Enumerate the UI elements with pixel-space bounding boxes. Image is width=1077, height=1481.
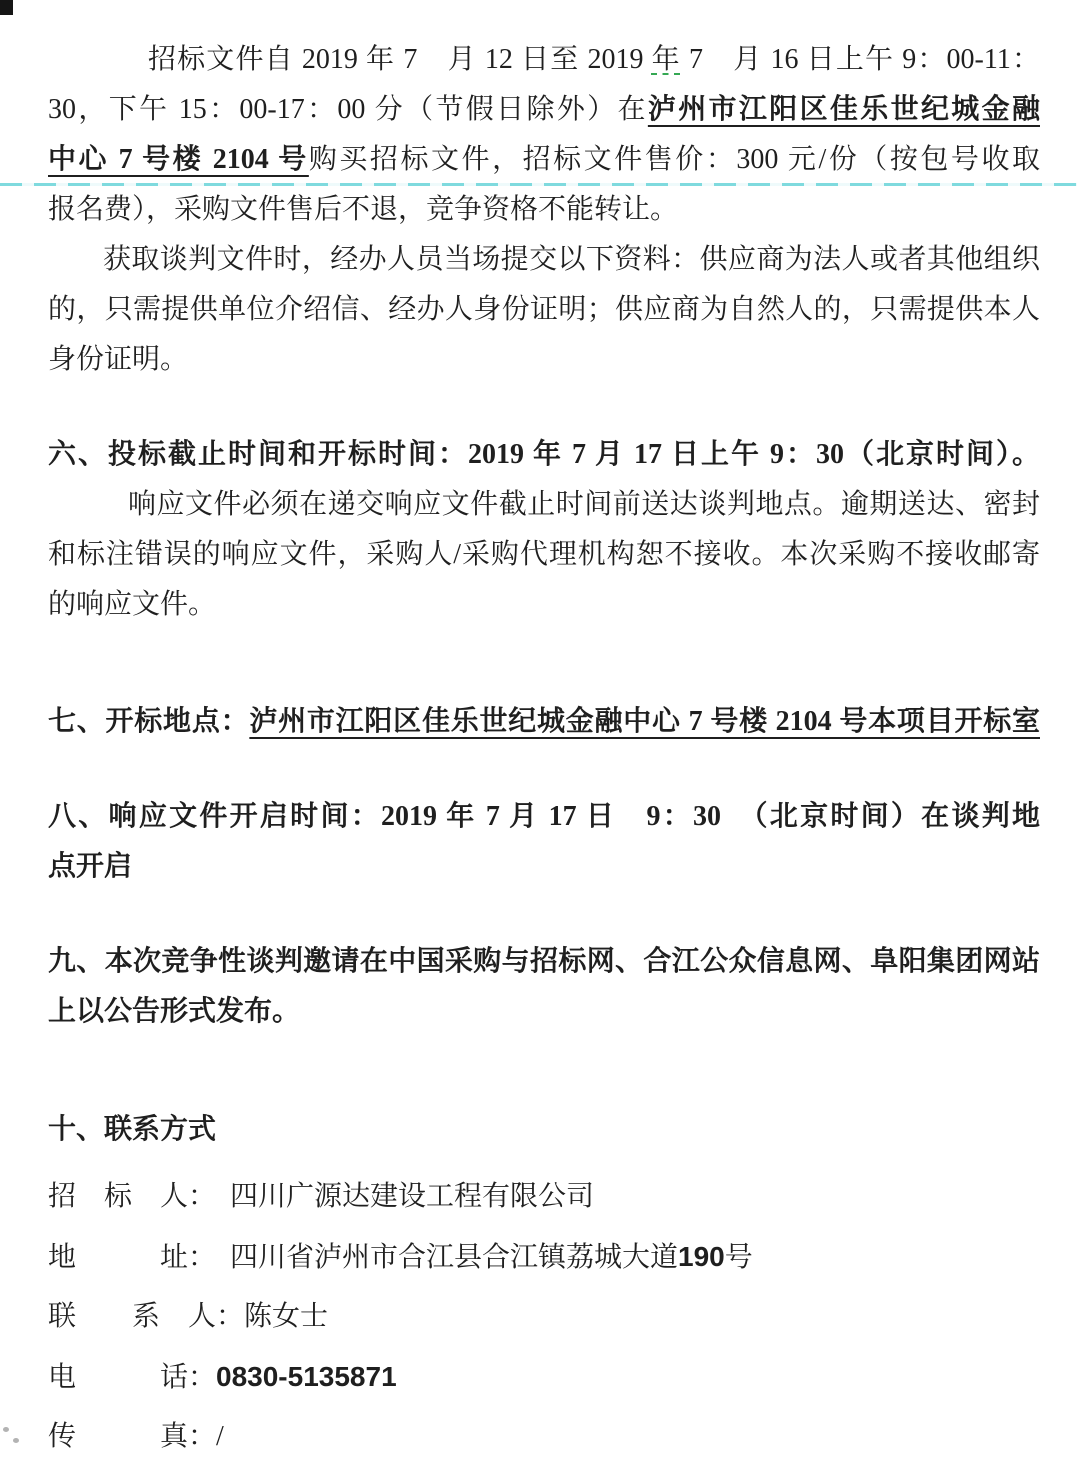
section-10-contact-heading bbox=[48, 1105, 1040, 1155]
text-segment: 购买招标文件，招标文件售价：300 元/份（按包号收取 bbox=[308, 144, 1040, 175]
underlined-text: 泸州市江阳区佳乐世纪城金融 bbox=[647, 94, 1040, 125]
para-bid-document-purchase-line bbox=[48, 185, 1040, 235]
underlined-text: 泸州市江阳区佳乐世纪城金融中心 7 号楼 2104 号本项目开标室 bbox=[249, 706, 1040, 737]
text-segment: 七、开标地点： bbox=[48, 706, 250, 737]
para-bid-document-purchase bbox=[48, 35, 1040, 235]
text-segment: 六、投标截止时间和开标时间：2019 年 7 月 17 日上午 9：30（北京时间）。 bbox=[48, 439, 1040, 470]
section-9-announcement-websites bbox=[48, 937, 1040, 1037]
section-6-bid-deadline bbox=[48, 430, 1040, 630]
para-negotiation-document-materials bbox=[48, 235, 1040, 385]
section-10-contact-heading-line bbox=[48, 1105, 1040, 1155]
text-segment: 和标注错误的响应文件，采购人/采购代理机构恕不接收。本次采购不接收邮寄 bbox=[48, 539, 1040, 570]
text-segment: 传 真：/ bbox=[48, 1421, 224, 1452]
text-segment: 0830-5135871 bbox=[216, 1361, 397, 1392]
scan-artifact-corner bbox=[0, 0, 13, 15]
text-segment: 号 bbox=[724, 1242, 753, 1273]
text-segment: 十、联系方式 bbox=[48, 1114, 217, 1145]
scan-artifact-speck bbox=[13, 1438, 19, 1443]
section-6-bid-deadline-line bbox=[48, 480, 1040, 530]
text-segment: 九、本次竞争性谈判邀请在中国采购与招标网、合江公众信息网、阜阳集团网站 bbox=[48, 946, 1040, 977]
document-content bbox=[48, 0, 1040, 1481]
text-segment: 的响应文件。 bbox=[48, 589, 217, 620]
text-segment: 的，只需提供单位介绍信、经办人身份证明；供应商为自然人的，只需提供本人 bbox=[48, 294, 1040, 325]
contact-details bbox=[48, 1167, 1040, 1467]
text-segment: 招标文件自 2019 年 7 月 12 日至 2019 bbox=[148, 44, 652, 75]
text-segment: 190 bbox=[678, 1241, 725, 1272]
section-6-bid-deadline-line bbox=[48, 530, 1040, 580]
text-segment: 八、响应文件开启时间：2019 年 7 月 17 日 9：30 （北京时间）在谈判地 bbox=[48, 801, 1040, 832]
para-negotiation-document-materials-line bbox=[48, 235, 1040, 285]
text-segment: 7 月 16 日上午 9：00-11： bbox=[680, 44, 1040, 75]
text-segment: 地 址： 四川省泸州市合江县合江镇荔城大道 bbox=[48, 1242, 679, 1273]
section-9-announcement-websites-line bbox=[48, 937, 1040, 987]
text-segment: 招 标 人： 四川广源达建设工程有限公司 bbox=[48, 1181, 595, 1212]
underlined-text: 中心 7 号楼 2104 号 bbox=[48, 144, 309, 175]
contact-details-line bbox=[48, 1167, 1040, 1227]
scan-artifact-speck bbox=[3, 1427, 9, 1432]
text-segment: 点开启 bbox=[48, 851, 133, 882]
section-6-bid-deadline-line bbox=[48, 430, 1040, 480]
green-marked-text: 年 bbox=[651, 44, 681, 75]
text-segment: 联 系 人：陈女士 bbox=[48, 1301, 329, 1332]
para-negotiation-document-materials-line bbox=[48, 285, 1040, 335]
contact-details-line bbox=[48, 1347, 1040, 1407]
text-segment: 响应文件必须在递交响应文件截止时间前送达谈判地点。逾期送达、密封 bbox=[128, 489, 1040, 520]
section-7-bid-opening-location bbox=[48, 697, 1040, 747]
para-bid-document-purchase-line bbox=[48, 135, 1040, 185]
section-9-announcement-websites-line bbox=[48, 987, 1040, 1037]
para-bid-document-purchase-line bbox=[48, 35, 1040, 85]
para-bid-document-purchase-line bbox=[48, 85, 1040, 135]
contact-details-line bbox=[48, 1407, 1040, 1467]
section-6-bid-deadline-line bbox=[48, 580, 1040, 630]
para-negotiation-document-materials-line bbox=[48, 335, 1040, 385]
text-segment: 电 话： bbox=[48, 1362, 217, 1393]
section-8-response-opening-time bbox=[48, 792, 1040, 892]
contact-details-line bbox=[48, 1287, 1040, 1347]
section-8-response-opening-time-line bbox=[48, 792, 1040, 842]
contact-details-line bbox=[48, 1227, 1040, 1287]
text-segment: 上以公告形式发布。 bbox=[48, 996, 301, 1027]
text-segment: 30，下午 15：00-17：00 分（节假日除外）在 bbox=[48, 94, 648, 125]
text-segment: 报名费），采购文件售后不退，竞争资格不能转让。 bbox=[48, 194, 679, 225]
text-segment: 身份证明。 bbox=[48, 344, 189, 375]
text-segment: 获取谈判文件时，经办人员当场提交以下资料：供应商为法人或者其他组织 bbox=[103, 244, 1040, 275]
section-8-response-opening-time-line bbox=[48, 842, 1040, 892]
section-7-bid-opening-location-line bbox=[48, 697, 1040, 747]
